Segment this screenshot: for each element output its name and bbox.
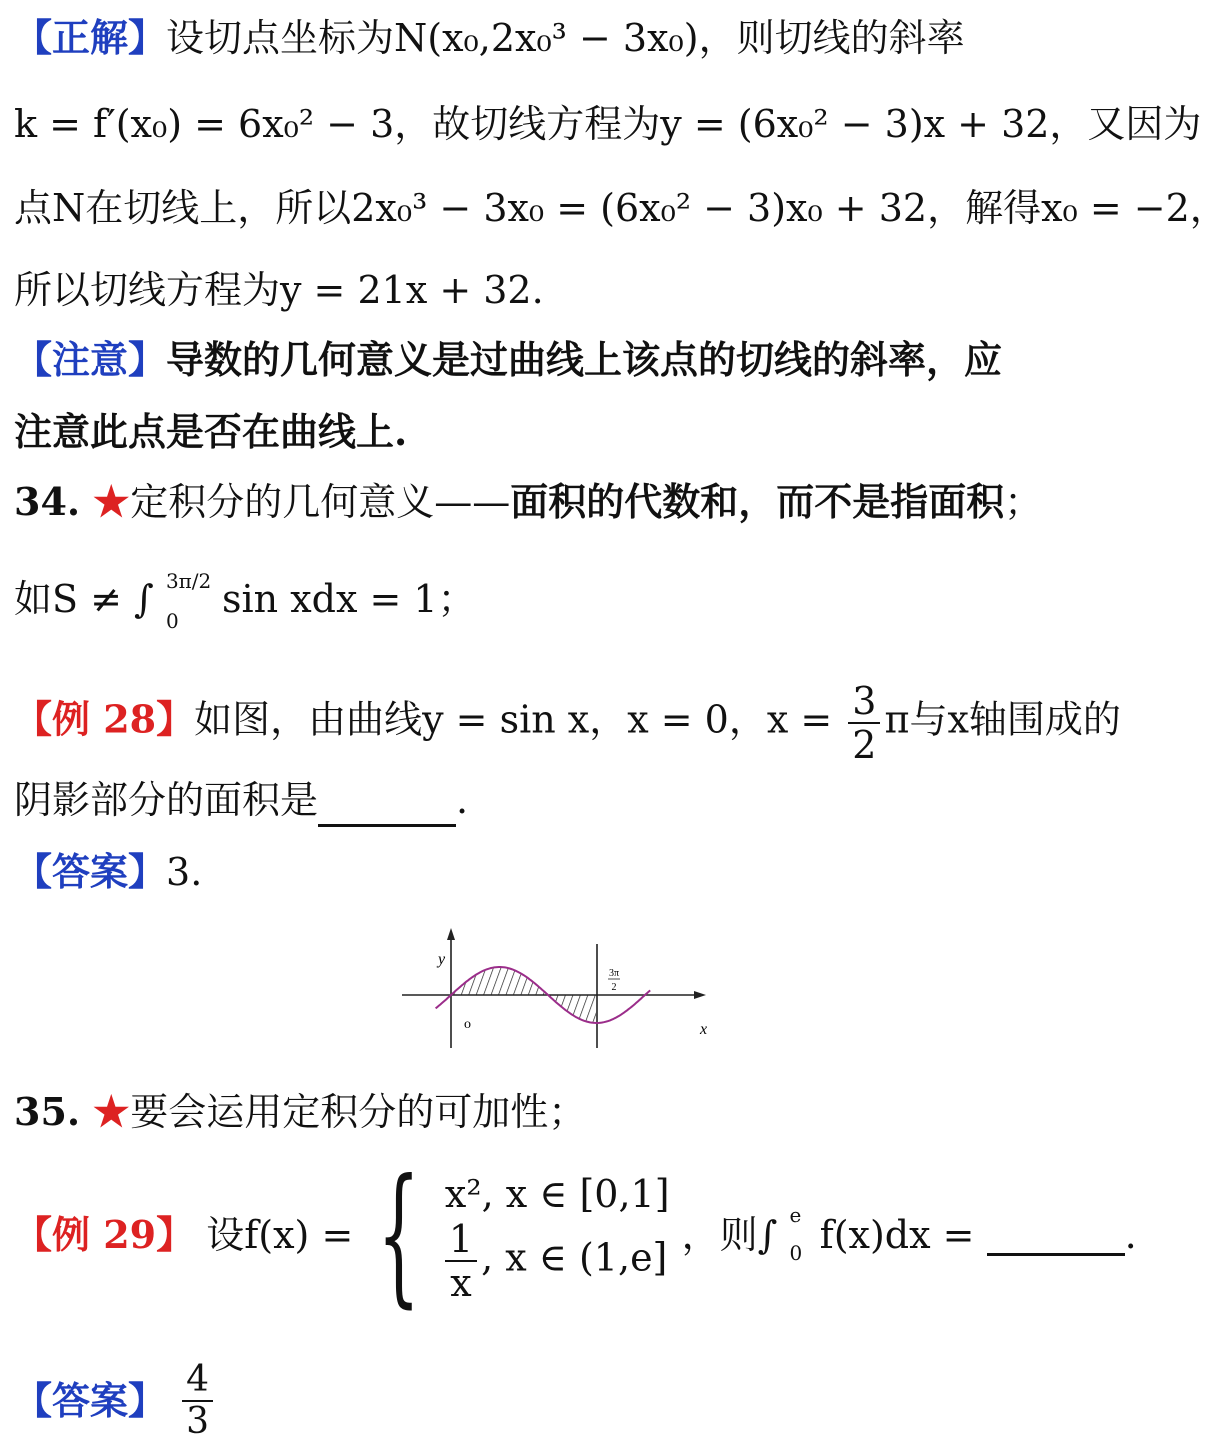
- origin-label: o: [464, 1017, 471, 1032]
- x-axis-label: x: [700, 1021, 708, 1038]
- solution-line-3: [14, 184, 1228, 232]
- integral-upper-29: e: [789, 1203, 802, 1227]
- integral-lower: 0: [165, 608, 179, 633]
- section-34-heading: [14, 478, 1066, 526]
- y-axis-label: y: [438, 951, 446, 968]
- example-29: [14, 1148, 1137, 1322]
- answer-29-denominator: 3: [186, 1401, 210, 1442]
- fraction-3-over-2: [848, 679, 880, 767]
- case-2-tail: , x ∈ (1,e]: [481, 1235, 668, 1280]
- answer-28-value: 3.: [166, 850, 203, 894]
- answer-29: [14, 1359, 1066, 1442]
- example-28-tail: π与x轴围成的: [884, 697, 1121, 742]
- example-28-line-2: [14, 776, 1066, 827]
- solution-text-3: 点N在切线上，所以2x₀³ − 3x₀ = (6x₀² − 3)x₀ + 32，解得x₀ = −2，: [14, 186, 1228, 230]
- section-35-text: 要会运用定积分的可加性；: [130, 1090, 587, 1134]
- section-35-heading: [14, 1088, 1066, 1136]
- fraction-denominator: 2: [852, 723, 877, 767]
- example-28-tag: 【例 28】: [14, 696, 195, 742]
- example-29-tag: 【例 29】: [14, 1212, 195, 1257]
- solution-line-1: [14, 14, 1066, 62]
- integral-limits-29: [789, 1203, 808, 1265]
- section-34-tail: ；: [1004, 480, 1043, 524]
- example-29-mid: ，则∫: [681, 1213, 778, 1257]
- section-34-text: 定积分的几何意义——: [130, 480, 511, 524]
- formula-end: sin xdx = 1；: [222, 577, 476, 621]
- answer-28: [14, 848, 1066, 896]
- solution-text-2: k = f′(x₀) = 6x₀² − 3，故切线方程为y = (6x₀² − 3)x + 32，又因为: [14, 102, 1202, 146]
- x-axis-arrow-icon: [694, 991, 706, 999]
- case-2-denominator: x: [450, 1261, 472, 1305]
- example-28-period: .: [456, 778, 469, 822]
- note-line-2: [14, 408, 1066, 456]
- integral-lower-29: 0: [789, 1241, 803, 1265]
- solution-line-4: [14, 266, 1066, 314]
- note-line-1: [14, 336, 1066, 384]
- shaded-area-negative: [548, 995, 597, 1023]
- example-28-text: 如图，由曲线y = sin x，x = 0，x =: [194, 697, 833, 742]
- example-29-integrand: f(x)dx =: [819, 1213, 975, 1257]
- case-2: [445, 1217, 670, 1305]
- answer-29-tag: 【答案】: [14, 1378, 167, 1423]
- star-icon: ★: [92, 480, 131, 524]
- section-35-number: 35.: [14, 1089, 81, 1134]
- example-28-line-1: [14, 679, 1121, 767]
- mark-numerator: 3π: [608, 968, 620, 979]
- solution-line-2: [14, 100, 1202, 148]
- sine-graph: [398, 922, 718, 1052]
- star-icon: ★: [92, 1090, 131, 1134]
- brace-icon: {: [377, 1148, 421, 1322]
- integral-upper: 3π/2: [165, 568, 212, 593]
- answer-28-tag: 【答案】: [14, 849, 167, 894]
- note-tag: 【注意】: [14, 337, 167, 382]
- note-text-2: 注意此点是否在曲线上.: [14, 409, 408, 454]
- solution-text-1: 设切点坐标为N(x₀,2x₀³ − 3x₀)，则切线的斜率: [166, 16, 965, 60]
- answer-blank: [318, 776, 456, 827]
- answer-29-numerator: 4: [182, 1362, 213, 1402]
- piecewise-cases: [444, 1168, 670, 1305]
- mark-denominator: 2: [611, 982, 617, 993]
- answer-29-fraction: [182, 1359, 213, 1442]
- y-axis-arrow-icon: [447, 928, 455, 940]
- solution-tag: 【正解】: [14, 15, 167, 60]
- example-28-text-2: 阴影部分的面积是: [14, 778, 319, 822]
- answer-blank: [987, 1215, 1125, 1256]
- example-29-lead: 设f(x) =: [206, 1213, 354, 1257]
- section-34-bold: 面积的代数和，而不是指面积: [510, 479, 1005, 524]
- note-text-1: 导数的几何意义是过曲线上该点的切线的斜率，应: [166, 337, 1003, 382]
- integral-limits: [165, 568, 212, 633]
- fraction-numerator: 3: [848, 682, 880, 724]
- section-34-number: 34.: [14, 479, 81, 524]
- formula-start: 如S ≠ ∫: [14, 577, 154, 621]
- example-29-period: .: [1124, 1213, 1137, 1257]
- section-34-formula: [14, 568, 1066, 633]
- case-2-numerator: 1: [445, 1220, 477, 1262]
- case-1: x², x ∈ [0,1]: [444, 1172, 670, 1216]
- solution-text-4: 所以切线方程为y = 21x + 32.: [14, 268, 544, 312]
